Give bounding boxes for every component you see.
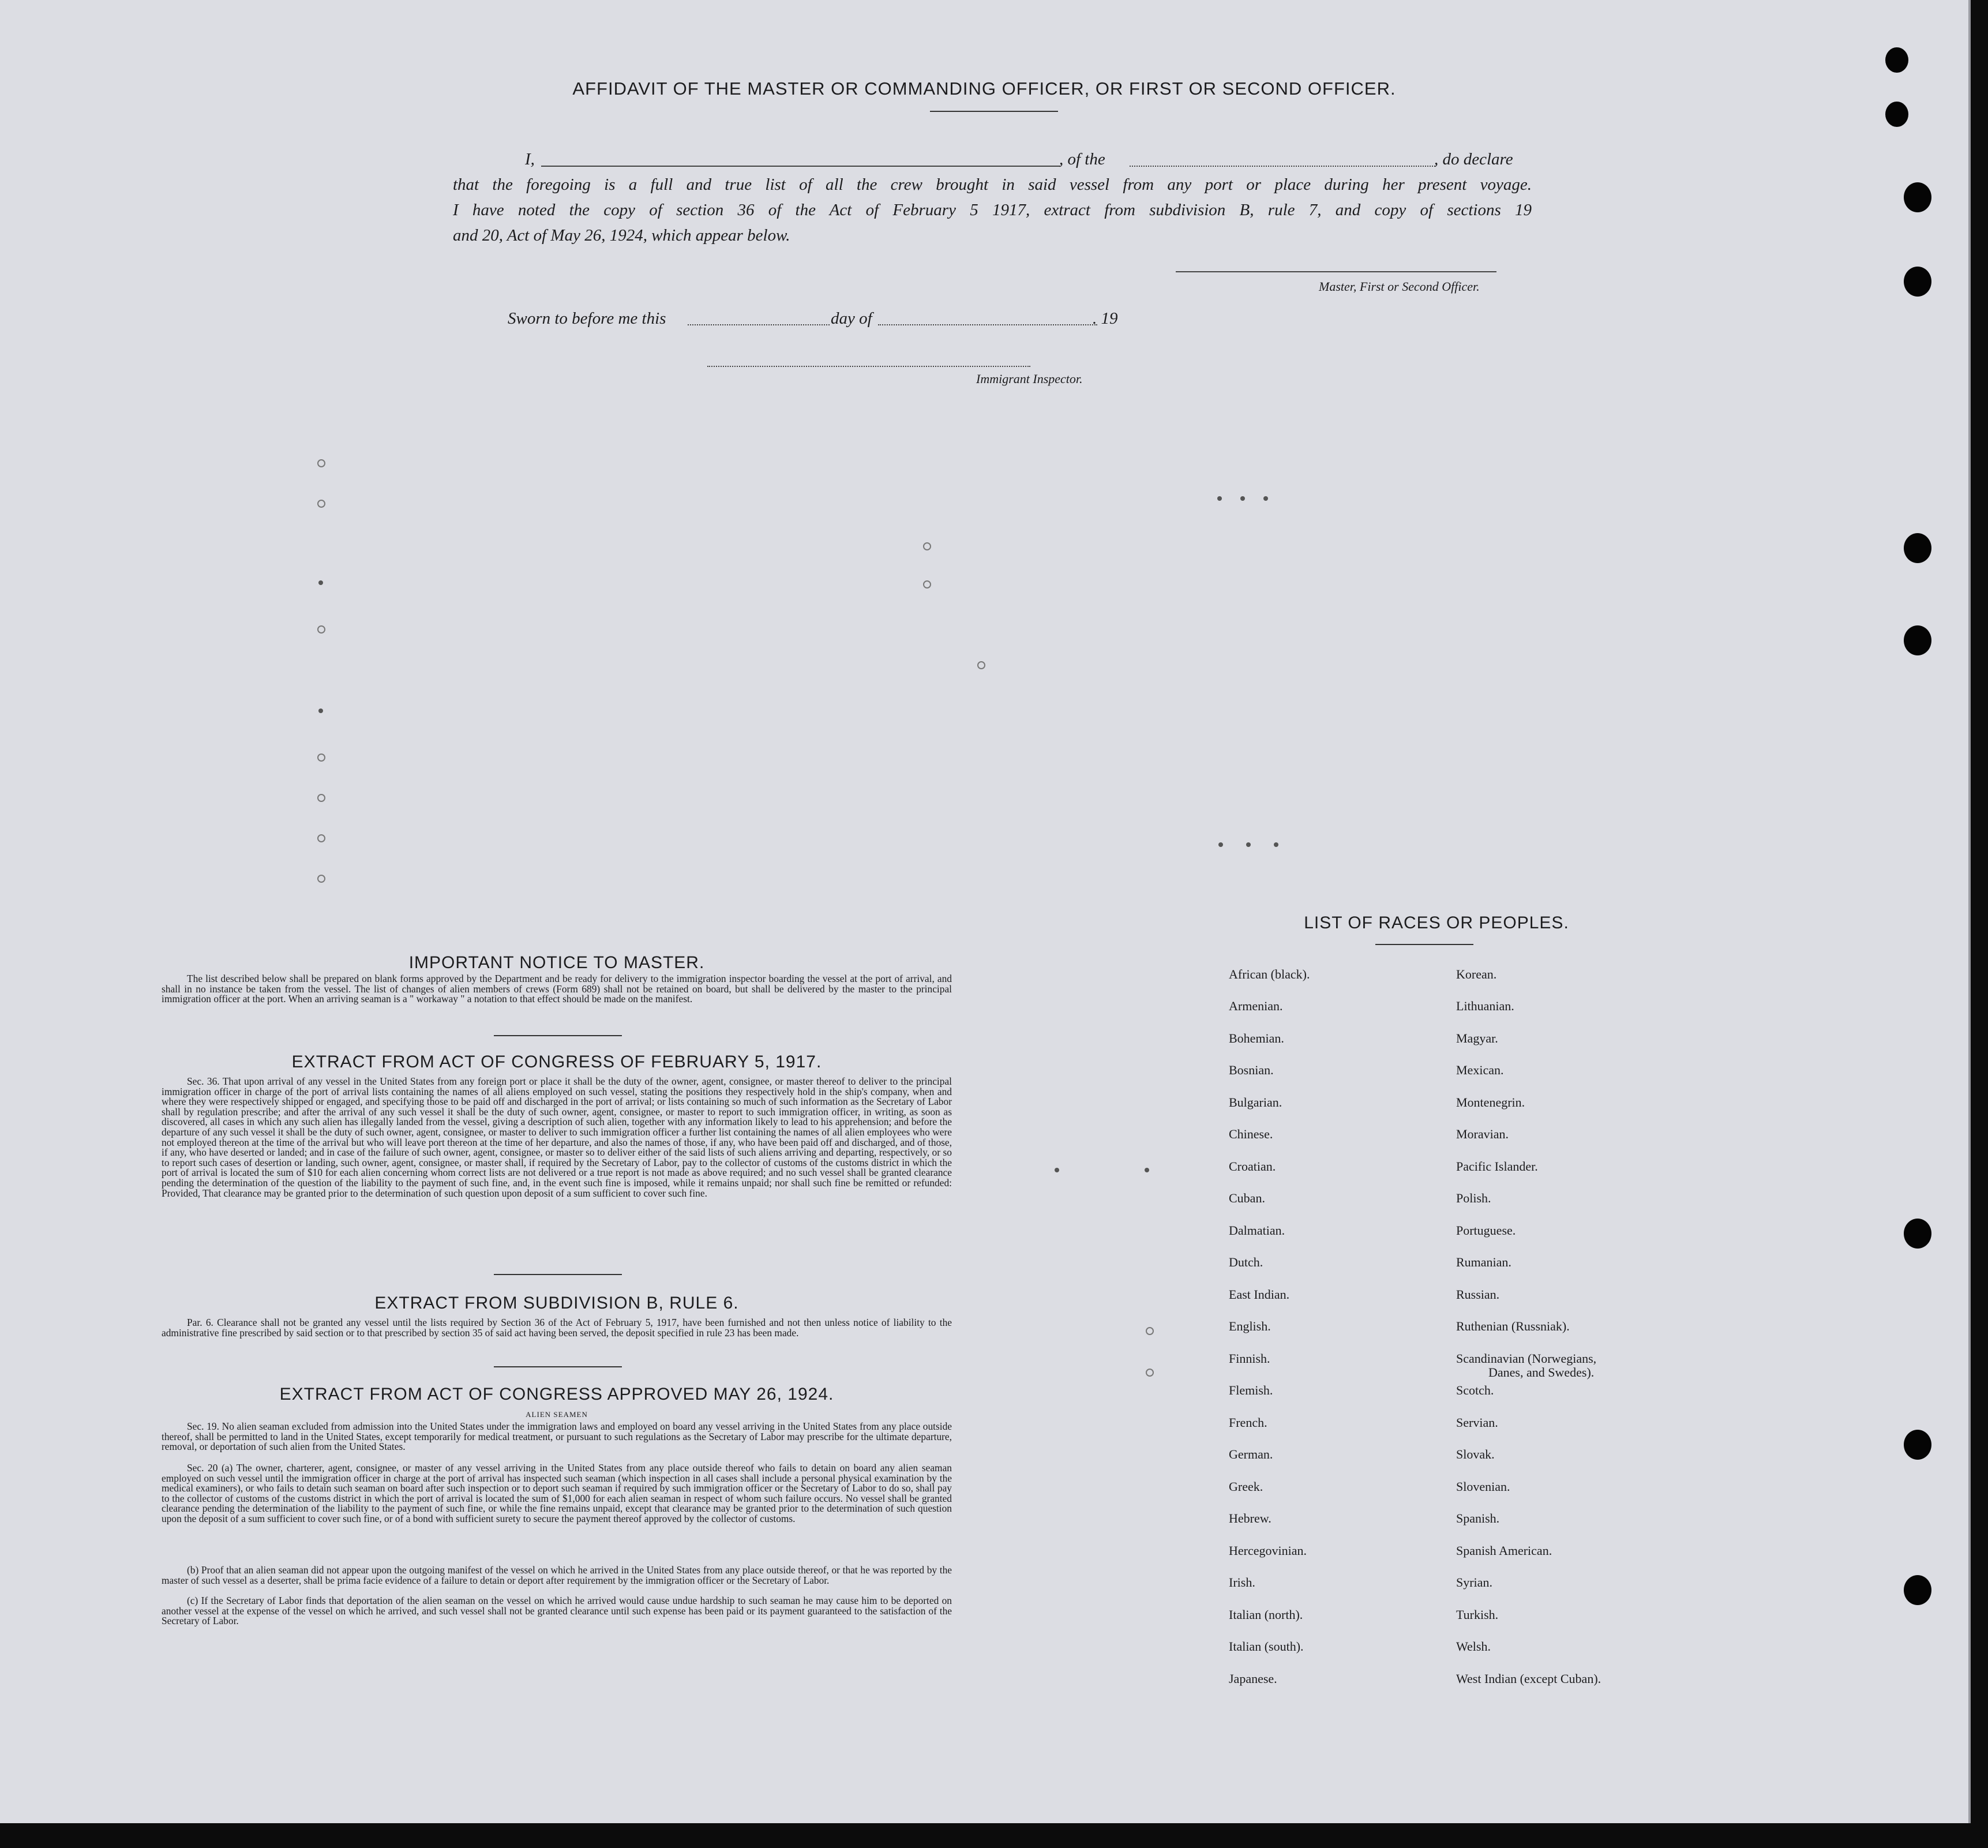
extract-1917-text: Sec. 36. That upon arrival of any vessel in the United States from any foreign port or place it shall be the duty of the owner, agent, consignee, or master thereof to deliver to the principal immigration officer in charge of the port of arrival lists containing the names of all aliens employed on such vessel, stating the positions they respectively hold in the ship's company, when and where they were respectively shipped or engaged, and specifying those to be paid off and discharged in the port of arrival; or lists containing so much of such information as the Secretary of Labor shall by regulation prescribe; and after the arrival of any such vessel it shall be the duty of such owner, agent, consignee, or master to report to such immigration officer, in writing, as soon as discovered, all cases in which any such alien has illegally landed from the vessel, giving a description of such alien, together with any information likely to lead to his apprehension; and before the departure of any such vessel it shall be the duty of such owner, agent, consignee, or master to deliver to such immigration officer a further list containing the names of all alien employees who were not employed thereon at the time of the arrival but who will leave port thereon at the time of her departure, and also the names of those, if any, who have been paid off and discharged, and of those, if any, who have deserted or landed; and in case of the failure of such owner, agent, consignee, or master so to deliver either of the said lists of such aliens arriving and departing, respectively, or so to report such cases of desertion or landing, such owner, agent, consignee, or master shall, if required by the Secretary of Labor, pay to the collector of customs of the customs district in which the port of arrival is located the sum of $10 for each alien concerning whom correct lists are not delivered or a true report is not made as above required; and no such vessel shall be granted clearance pending the determination of the question of the liability to the payment of such fine, and, in the event such fine is imposed, while it remains unpaid; nor shall such fine be remitted or refunded: Provided, That clearance may be granted prior to the determination of such question upon deposit of a sum sufficient to cover such fine.	[162, 1075, 952, 1199]
bleed-mark	[977, 661, 985, 669]
race-right: Turkish.	[1456, 1607, 1499, 1622]
race-right: Scotch.	[1456, 1383, 1494, 1397]
punch-hole	[1904, 1219, 1931, 1249]
affidavit-title: AFFIDAVIT OF THE MASTER OR COMMANDING OFFICER, OR FIRST OR SECOND OFFICER.	[572, 78, 1396, 99]
bleed-mark	[923, 580, 931, 588]
race-right: Montenegrin.	[1456, 1095, 1525, 1109]
bleed-mark	[1055, 1168, 1059, 1172]
sworn-month-line	[878, 324, 1097, 325]
bleed-mark	[1263, 496, 1268, 501]
race-left: Italian (south).	[1229, 1639, 1304, 1654]
bleed-mark	[317, 754, 325, 762]
alien-seamen-subhead: ALIEN SEAMEN	[526, 1410, 588, 1419]
affidavit-i: I,	[525, 150, 535, 168]
race-left: Chinese.	[1229, 1127, 1273, 1141]
section-divider	[494, 1366, 622, 1367]
vessel-blank-line	[1130, 166, 1435, 167]
bleed-mark	[318, 580, 323, 585]
race-left: Irish.	[1229, 1575, 1255, 1590]
affidavit-line-4: and 20, Act of May 26, 1924, which appear below.	[453, 226, 790, 245]
sworn-year: . 19	[1093, 309, 1118, 328]
race-left: Hercegovinian.	[1229, 1543, 1307, 1558]
race-right: Welsh.	[1456, 1639, 1491, 1654]
bleed-mark	[1240, 496, 1245, 501]
races-title-underline	[1375, 944, 1473, 945]
affidavit-of-the: , of the	[1059, 150, 1105, 168]
bleed-mark	[317, 459, 325, 467]
race-left: German.	[1229, 1447, 1273, 1461]
punch-hole	[1904, 1430, 1931, 1460]
race-left: English.	[1229, 1319, 1271, 1333]
race-right: Spanish.	[1456, 1511, 1500, 1525]
bleed-mark	[318, 709, 323, 713]
race-right: Slovenian.	[1456, 1479, 1510, 1494]
race-right: Russian.	[1456, 1287, 1500, 1302]
punch-hole	[1904, 1575, 1931, 1605]
race-left: Croatian.	[1229, 1159, 1276, 1174]
signature-label: Master, First or Second Officer.	[1319, 279, 1480, 294]
extract-1924-title: EXTRACT FROM ACT OF CONGRESS APPROVED MAY 26, 1924.	[279, 1385, 834, 1404]
race-right: Servian.	[1456, 1415, 1498, 1430]
race-right: Scandinavian (Norwegians,	[1456, 1351, 1597, 1366]
race-left: Flemish.	[1229, 1383, 1273, 1397]
extract-rule6-text: Par. 6. Clearance shall not be granted any vessel until the lists required by Section 36 of the Act of February 5, 1917, have been furnished and not then unless notice of liability to the administrative fine prescribed by said section or to that prescribed by section 35 of said act having been served, the deposit specified in rule 23 has been made.	[162, 1317, 952, 1339]
extract-1924-sec20c: (c) If the Secretary of Labor finds that deportation of the alien seaman on the vessel on which he arrived would cause undue hardship to such seaman he may cause him to be deported on another vessel at the expense of the vessel on which he arrived, and such vessel shall not be granted clearance until such expense has been paid or its payment guaranteed to the satisfaction of the Secretary of Labor.	[162, 1595, 952, 1627]
race-right-continuation: Danes, and Swedes).	[1488, 1365, 1595, 1380]
section-divider	[494, 1035, 622, 1036]
punch-hole	[1885, 102, 1908, 127]
race-right: Magyar.	[1456, 1031, 1498, 1045]
sworn-prefix: Sworn to before me this	[508, 309, 666, 328]
section-divider	[494, 1274, 622, 1275]
race-right: Syrian.	[1456, 1575, 1492, 1590]
sworn-day-of: day of	[831, 309, 872, 328]
race-left: Finnish.	[1229, 1351, 1270, 1366]
race-left: Dalmatian.	[1229, 1223, 1285, 1238]
extract-1924-sec20a: Sec. 20 (a) The owner, charterer, agent, consignee, or master of any vessel arriving in the United States from any place outside thereof who fails to detain on board any alien seaman employed on such vessel until the immigration officer in charge at the port of arrival has inspected such seaman (which inspection in all cases shall include a personal physical examination by the medical examiners), or who fails to detain such seaman on board after such inspection or to deport such seaman if required by such immigration officer or the Secretary of Labor to do so, shall pay to the collector of customs of the customs district in which the port of arrival is located the sum of $1,000 for each alien seaman in respect of whom such failure occurs. No vessel shall be granted clearance pending the determination of the liability to the payment of such fine, or while the fine remains unpaid, except that clearance may be granted prior to the determination of such question upon the deposit of a sum sufficient to cover such fine, or of a bond with sufficient surety to secure the payment thereof approved by the collector of customs.	[162, 1462, 952, 1524]
race-left: East Indian.	[1229, 1287, 1290, 1302]
notice-text: The list described below shall be prepared on blank forms approved by the Department and be ready for delivery to the immigration inspector boarding the vessel at the port of arrival, and shall in no instance be taken from the vessel. The list of changes of alien members of crews (Form 689) shall not be retained on board, but shall be delivered by the master to the principal immigration officer at the port. When an arriving seaman is a " workaway " a notation to that effect should be made on the manifest.	[162, 973, 952, 1005]
inspector-label: Immigrant Inspector.	[976, 372, 1083, 386]
bleed-mark	[317, 500, 325, 508]
bleed-mark	[1146, 1327, 1154, 1335]
race-right: Mexican.	[1456, 1063, 1504, 1077]
bleed-mark	[1217, 496, 1222, 501]
bleed-mark	[1218, 842, 1223, 847]
extract-1924-sec20b: (b) Proof that an alien seaman did not appear upon the outgoing manifest of the vessel on which he arrived in the United States from any place outside thereof, or that he was reported by the master of such vessel as a deserter, shall be prima facie evidence of a failure to detain or deport after requirement by the immigration officer or the Secretary of Labor.	[162, 1564, 952, 1586]
punch-hole	[1904, 625, 1931, 655]
inspector-signature-line	[707, 366, 1030, 367]
race-right: Korean.	[1456, 967, 1497, 981]
race-left: Japanese.	[1229, 1671, 1277, 1686]
race-left: Greek.	[1229, 1479, 1263, 1494]
extract-1917-title: EXTRACT FROM ACT OF CONGRESS OF FEBRUARY 5, 1917.	[291, 1052, 822, 1071]
race-left: Hebrew.	[1229, 1511, 1271, 1525]
title-underline	[930, 111, 1058, 112]
race-right: Slovak.	[1456, 1447, 1495, 1461]
bleed-mark	[1145, 1168, 1149, 1172]
race-right: Moravian.	[1456, 1127, 1509, 1141]
bleed-mark	[317, 794, 325, 802]
extract-rule6-title: EXTRACT FROM SUBDIVISION B, RULE 6.	[374, 1294, 739, 1313]
signature-line	[1176, 271, 1496, 272]
race-right: West Indian (except Cuban).	[1456, 1671, 1601, 1686]
race-left: Bohemian.	[1229, 1031, 1284, 1045]
name-blank-line	[541, 166, 1060, 167]
race-left: Dutch.	[1229, 1255, 1263, 1269]
punch-hole	[1885, 47, 1908, 73]
sworn-day-line	[688, 324, 830, 325]
race-right: Rumanian.	[1456, 1255, 1511, 1269]
race-left: Bosnian.	[1229, 1063, 1274, 1077]
extract-1924-sec19: Sec. 19. No alien seaman excluded from admission into the United States under the immigration laws and employed on board any vessel arriving in the United States from any place outside thereof, shall be permitted to land in the United States, except temporarily for medical treatment, or pursuant to such regulations as the Secretary of Labor may prescribe for the ultimate departure, removal, or deportation of such alien from the United States.	[162, 1420, 952, 1453]
punch-hole	[1904, 182, 1931, 212]
affidavit-line-2: that the foregoing is a full and true list of all the crew brought in said vessel from any port or place during her present voyage.	[453, 175, 1532, 194]
bleed-mark	[317, 875, 325, 883]
race-left: French.	[1229, 1415, 1267, 1430]
race-left: Armenian.	[1229, 999, 1283, 1013]
affidavit-declare: , do declare	[1434, 150, 1513, 168]
race-right: Portuguese.	[1456, 1223, 1516, 1238]
notice-title: IMPORTANT NOTICE TO MASTER.	[408, 953, 705, 972]
races-title: LIST OF RACES OR PEOPLES.	[1304, 913, 1569, 932]
race-right: Pacific Islander.	[1456, 1159, 1538, 1174]
punch-hole	[1904, 267, 1931, 297]
affidavit-line-3: I have noted the copy of section 36 of the Act of February 5 1917, extract from subdivision B, rule 7, and copy of sections 19	[453, 201, 1532, 219]
bleed-mark	[1146, 1369, 1154, 1377]
race-left: Italian (north).	[1229, 1607, 1303, 1622]
bleed-mark	[1274, 842, 1278, 847]
race-right: Spanish American.	[1456, 1543, 1552, 1558]
bleed-mark	[317, 625, 325, 634]
race-right: Lithuanian.	[1456, 999, 1514, 1013]
punch-hole	[1904, 533, 1931, 563]
race-left: Bulgarian.	[1229, 1095, 1282, 1109]
race-right: Ruthenian (Russniak).	[1456, 1319, 1570, 1333]
bleed-mark	[923, 542, 931, 550]
bleed-mark	[1246, 842, 1251, 847]
race-right: Polish.	[1456, 1191, 1491, 1205]
race-left: Cuban.	[1229, 1191, 1265, 1205]
race-left: African (black).	[1229, 967, 1310, 981]
bleed-mark	[317, 834, 325, 842]
